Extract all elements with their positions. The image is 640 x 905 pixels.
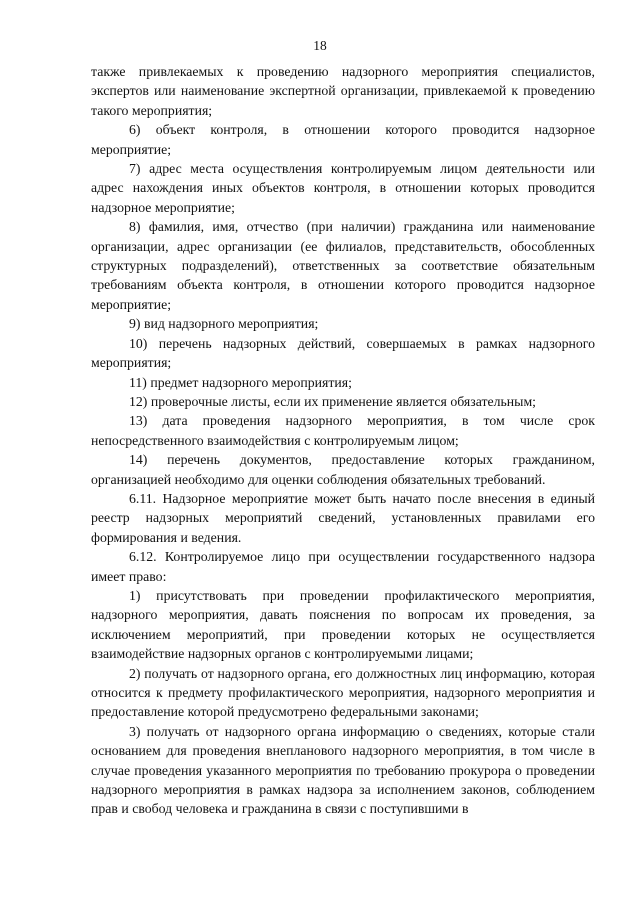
paragraph-item-7: 7) адрес места осуществления контролируемым лицом деятельности или адрес нахождения иных объектов контроля, в отношении которых проводится надзорное мероприятие;	[91, 161, 595, 215]
paragraph-item-13: 13) дата проведения надзорного мероприятия, в том числе срок непосредственного взаимодействия с контролируемым лицом;	[91, 413, 595, 448]
paragraph-item-6: 6) объект контроля, в отношении которого проводится надзорное мероприятие;	[91, 122, 595, 157]
page-number: 18	[313, 38, 327, 53]
paragraph-section-6-11: 6.11. Надзорное мероприятие может быть начато после внесения в единый реестр надзорных мероприятий сведений, установленных правилами его формирования и ведения.	[91, 490, 595, 545]
paragraph-item-14: 14) перечень документов, предоставление которых гражданином, организацией необходимо для оценки соблюдения обязательных требований.	[91, 452, 595, 487]
paragraph-right-3: 3) получать от надзорного органа информацию о сведениях, которые стали основанием для проведения внепланового надзорного мероприятия, в том числе в случае проведения указанного мероприятия по требованию прокурора о проведении надзорного мероприятия в рамках надзора за исполнением законов, соблюдением прав и свобод человека и гражданина в связи с поступившими в	[91, 723, 595, 817]
paragraph-right-1: 1) присутствовать при проведении профилактического мероприятия, надзорного мероприятия, давать пояснения по вопросам их проведения, за исключением мероприятий, при проведении которых не осуществляется взаимодействие надзорных органов с контролируемыми лицами;	[91, 587, 595, 662]
paragraph-item-11: 11) предмет надзорного мероприятия;	[129, 374, 352, 390]
paragraph-continuation: также привлекаемых к проведению надзорного мероприятия специалистов, экспертов или наименование экспертной организации, привлекаемой к проведению такого мероприятия;	[91, 64, 595, 118]
paragraph-item-9: 9) вид надзорного мероприятия;	[129, 316, 319, 332]
paragraph-section-6-12: 6.12. Контролируемое лицо при осуществлении государственного надзора имеет право:	[91, 549, 595, 584]
paragraph-item-8: 8) фамилия, имя, отчество (при наличии) гражданина или наименование организации, адрес организации (ее филиалов, представительств, обособленных структурных подразделений), ответственных за соответствие обязательным требованиям объекта контроля, в отношении которого проводится надзорное мероприятие;	[91, 219, 595, 312]
paragraph-item-10: 10) перечень надзорных действий, совершаемых в рамках надзорного мероприятия;	[91, 335, 595, 371]
document-body	[91, 62, 595, 819]
paragraph-right-2: 2) получать от надзорного органа, его должностных лиц информацию, которая относится к предмету профилактического мероприятия, надзорного мероприятия и предоставление которой предусмотрено федеральными законами;	[91, 665, 595, 720]
paragraph-item-12: 12) проверочные листы, если их применение является обязательным;	[129, 393, 537, 409]
